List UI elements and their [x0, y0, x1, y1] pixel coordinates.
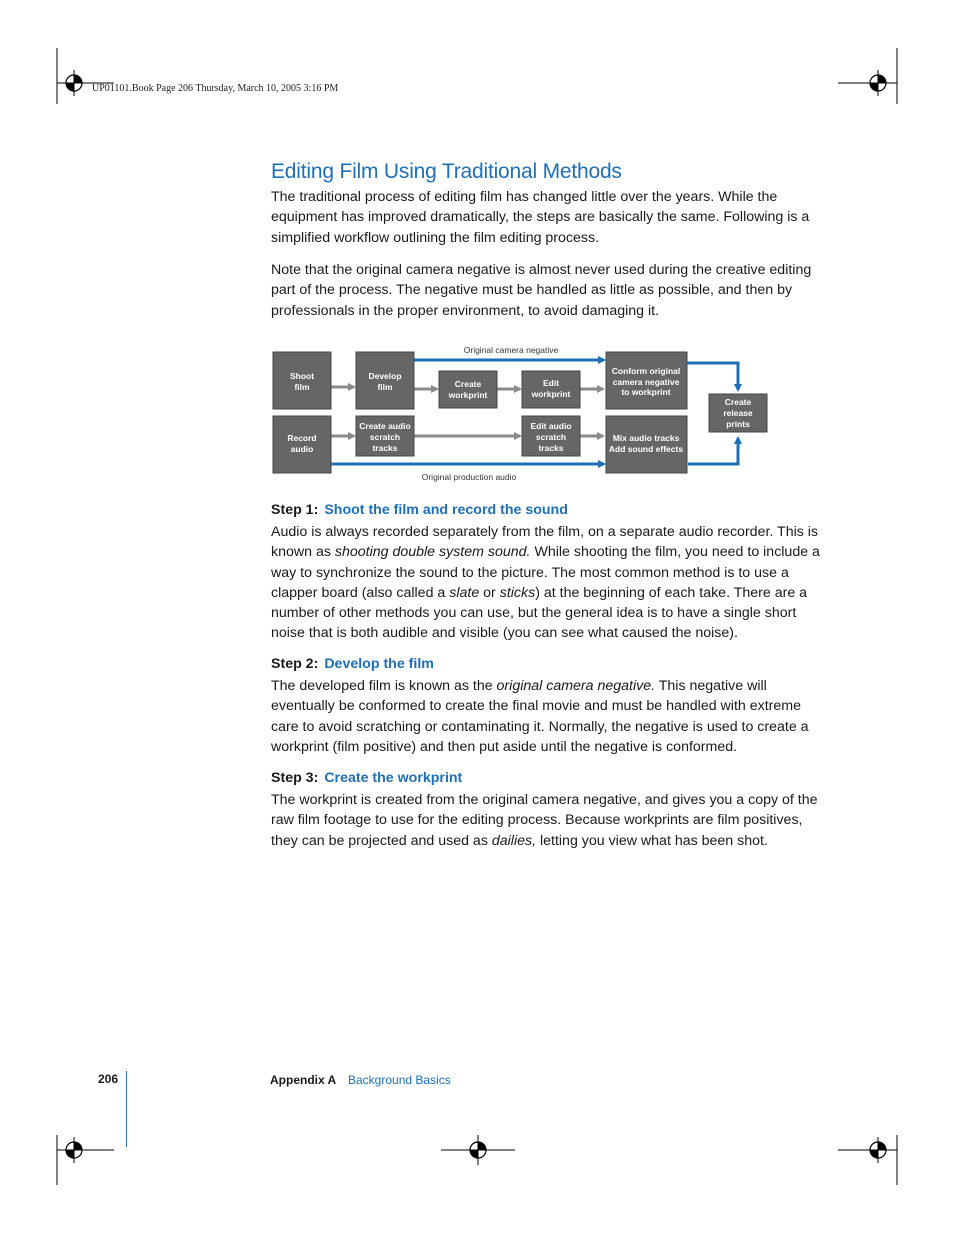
emphasis: slate — [449, 584, 480, 601]
step-1-label: Step 1: — [271, 502, 319, 518]
svg-text:film: film — [294, 382, 310, 392]
label-original-camera-negative: Original camera negative — [463, 345, 559, 355]
step-1-title: Shoot the film and record the sound — [324, 502, 568, 518]
svg-text:camera negative: camera negative — [612, 377, 680, 387]
step-1-body: Audio is always recorded separately from the film, on a separate audio recorder. This is known as shooting double system sound. While shooting the film, you need to include a way to synchronize the sound to the picture. The most common method is to use a clapper board (also called a slate or sticks) at the beginning of each take. There are a number of other methods you can use, but the general idea is to have a single short noise that is both audible and visible (you can see what caused the noise). — [271, 524, 820, 642]
crop-mark-bottom-center — [441, 1115, 515, 1185]
footer-rule — [126, 1071, 127, 1147]
svg-text:Create: Create — [454, 379, 482, 389]
svg-text:Mix audio tracks: Mix audio tracks — [612, 433, 680, 443]
page-number: 206 — [98, 1072, 119, 1086]
svg-text:Shoot: Shoot — [289, 371, 315, 381]
step-2-heading — [271, 656, 434, 672]
step-2-label: Step 2: — [271, 656, 319, 672]
crop-mark-bottom-left — [44, 1115, 114, 1185]
svg-text:prints: prints — [726, 419, 750, 429]
svg-text:scratch: scratch — [369, 432, 401, 442]
step-2-title: Develop the film — [324, 656, 434, 672]
step-3-title: Create the workprint — [324, 770, 463, 786]
footer-appendix-label: Appendix A — [270, 1073, 337, 1087]
workflow-diagram — [268, 340, 778, 490]
crop-mark-top-right — [838, 48, 908, 118]
box-edit-audio-scratch-tracks — [522, 416, 580, 456]
step-3-label: Step 3: — [271, 770, 319, 786]
page-title: Editing Film Using Traditional Methods — [271, 160, 622, 183]
box-create-release-prints — [709, 394, 767, 432]
svg-text:Record: Record — [287, 433, 317, 443]
box-create-workprint — [439, 371, 497, 408]
box-develop-film — [356, 352, 414, 409]
step-3-heading — [271, 770, 462, 786]
box-edit-workprint — [522, 371, 580, 408]
svg-text:tracks: tracks — [372, 443, 398, 453]
label-original-production-audio: Original production audio — [421, 472, 517, 482]
box-create-audio-scratch-tracks — [356, 416, 414, 456]
svg-text:release: release — [723, 408, 753, 418]
svg-text:Conform original: Conform original — [611, 366, 681, 376]
step-3-body: The workprint is created from the original camera negative, and gives you a copy of the raw film footage to use for the editing process. Because workprints are film positives, they can be projected and used as dailies, letting you view what has been shot. — [271, 792, 818, 849]
intro-paragraph-2: Note that the original camera negative is almost never used during the creative editing part of the process. The negative must be handled as little as possible, and then by professionals in the proper environment, to avoid damaging it. — [271, 262, 812, 319]
box-conform-negative — [606, 352, 687, 409]
box-shoot-film — [273, 352, 331, 409]
box-mix-audio — [606, 416, 687, 473]
svg-text:scratch: scratch — [535, 432, 567, 442]
svg-text:audio: audio — [290, 444, 314, 454]
print-slug: UP01101.Book Page 206 Thursday, March 10, 2005 3:16 PM — [92, 83, 339, 94]
svg-text:Create: Create — [724, 397, 752, 407]
svg-text:Edit audio: Edit audio — [530, 421, 572, 431]
step-2-body: The developed film is known as the original camera negative. This negative will eventually be conformed to create the final movie and must be handled with extreme care to avoid scratching or contaminating it. Normally, the negative is used to create a workprint (film positive) and then put aside until the negative is conformed. — [271, 678, 809, 755]
svg-text:Edit: Edit — [542, 378, 560, 388]
svg-text:tracks: tracks — [538, 443, 564, 453]
emphasis: dailies, — [491, 832, 537, 849]
emphasis: original camera negative. — [496, 678, 656, 694]
crop-mark-top-left — [44, 48, 114, 118]
svg-text:Develop: Develop — [368, 371, 402, 381]
svg-text:film: film — [377, 382, 393, 392]
emphasis: sticks — [499, 584, 536, 601]
box-record-audio — [273, 416, 331, 473]
intro-paragraph-1: The traditional process of editing film has changed little over the years. While the equipment has improved dramatically, the steps are basically the same. Following is a simplified workflow outlining the film editing process. — [271, 189, 810, 246]
svg-text:workprint: workprint — [531, 389, 571, 399]
svg-text:Add sound effects: Add sound effects — [608, 444, 684, 454]
step-1-heading — [271, 502, 568, 518]
svg-text:to workprint: to workprint — [621, 387, 671, 397]
emphasis: shooting double system sound. — [334, 544, 531, 561]
svg-text:workprint: workprint — [448, 390, 488, 400]
footer-section-link[interactable]: Background Basics — [348, 1073, 451, 1087]
crop-mark-bottom-right — [838, 1115, 908, 1185]
svg-text:Create audio: Create audio — [359, 421, 411, 431]
